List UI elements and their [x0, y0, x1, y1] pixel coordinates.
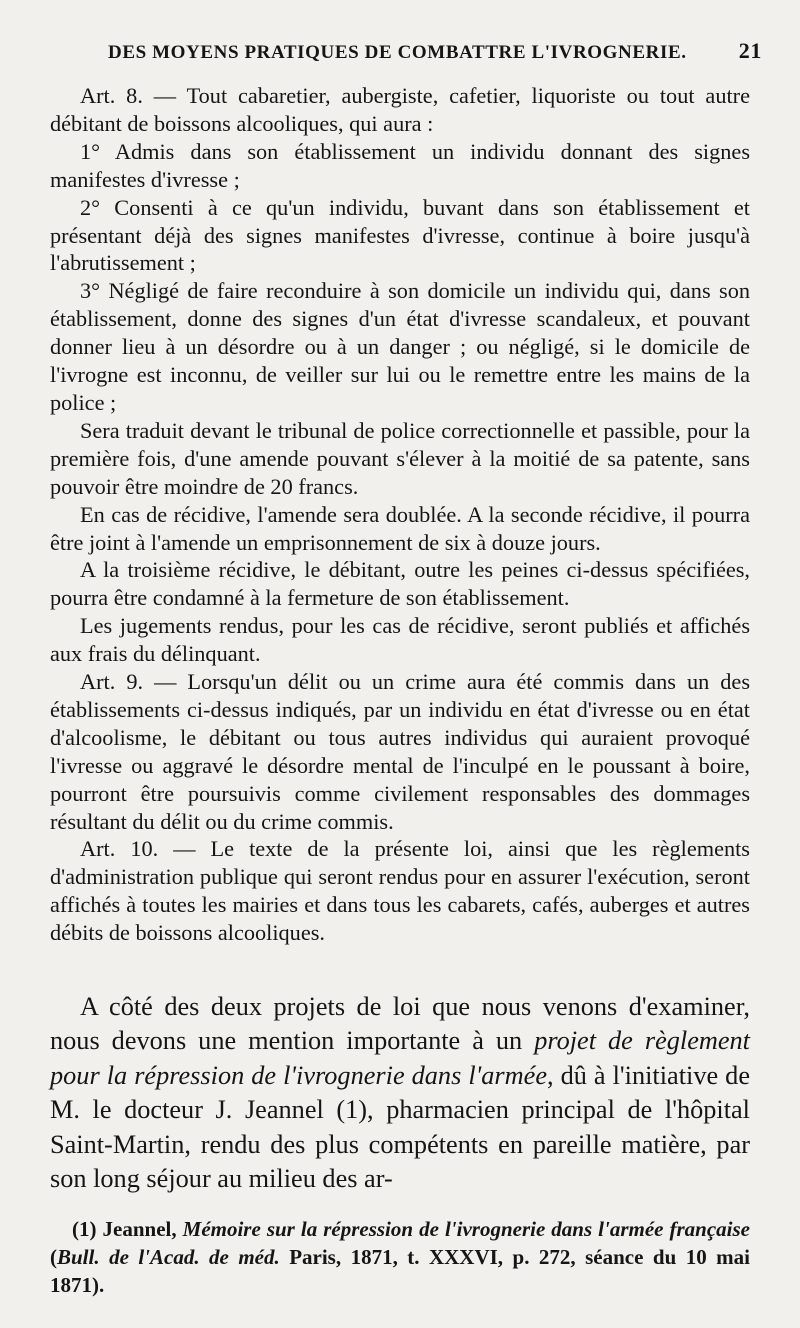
article-8-recidive: En cas de récidive, l'amende sera doublée. A la seconde récidive, il pourra être joint à l'amende un emprisonnement de six à douze jours.	[50, 501, 750, 555]
article-8-third-recidive: A la troisième récidive, le débitant, outre les peines ci-dessus spécifiées, pourra être condamné à la fermeture de son établissement.	[50, 557, 750, 611]
footnote-title: Mémoire sur la répression de l'ivrognerie dans l'armée française	[182, 1217, 751, 1241]
law-text	[50, 82, 750, 947]
running-title: DES MOYENS PRATIQUES DE COMBATTRE L'IVROGNERIE.	[108, 42, 687, 63]
article-8-judgments: Les jugements rendus, pour les cas de récidive, seront publiés et affichés aux frais du délinquant.	[50, 613, 750, 667]
page-number: 21	[738, 38, 762, 63]
footnote-paragraph	[50, 1215, 750, 1299]
article-8-penalty: Sera traduit devant le tribunal de police correctionnelle et passible, pour la première fois, d'une amende pouvant s'élever à la moitié de sa patente, sans pouvoir être moindre de 20 francs.	[50, 417, 750, 499]
article-9: Art. 9. — Lorsqu'un délit ou un crime aura été commis dans un des établissements ci-dessus indiqués, par un individu en état d'ivresse ou en état d'alcoolisme, le débitant ou tous autres individus qui auraient provoqué l'ivresse ou aggravé le désordre mental de l'inculpé en le poussant à boire, pourront être poursuivis comme civilement responsables des dommages résultant du délit ou du crime commis.	[50, 669, 750, 834]
footnote-marker: (1) Jeannel,	[72, 1217, 177, 1241]
article-8-item-2: 2° Consenti à ce qu'un individu, buvant dans son établissement et présentant déjà des signes manifestes d'ivresse, continue à boire jusqu'à l'abrutissement ;	[50, 194, 750, 276]
article-8-item-3: 3° Négligé de faire reconduire à son domicile un individu qui, dans son établissement, donne des signes d'un état d'ivresse scandaleux, et pouvant donner lieu à un désordre ou à un danger ; ou négligé, si le domicile de l'ivrogne est inconnu, de veiller sur lui ou le remettre entre les mains de la police ;	[50, 278, 750, 415]
footnote-journal: Bull. de l'Acad. de méd.	[57, 1245, 280, 1269]
commentary-part-1: A côté des deux projets de loi que nous venons d'examiner, nous devons une mention importante à un	[50, 992, 750, 1056]
footnote-paren: (	[50, 1245, 57, 1269]
article-8-intro: Art. 8. — Tout cabaretier, aubergiste, cafetier, liquoriste ou tout autre débitant de boissons alcooliques, qui aura :	[50, 83, 750, 136]
article-10: Art. 10. — Le texte de la présente loi, ainsi que les règlements d'administration publique qui seront rendus pour en assurer l'exécution, seront affichés à toutes les mairies et dans tous les cabarets, cafés, auberges et autres débits de boissons alcooliques.	[50, 836, 750, 946]
footnote	[50, 1215, 750, 1299]
article-8-item-1: 1° Admis dans son établissement un individu donnant des signes manifestes d'ivresse ;	[50, 138, 750, 192]
commentary-italic-title: projet de règlement pour la répression de l'ivrognerie dans l'armée	[50, 1026, 750, 1090]
footnote-citation: Paris, 1871, t. XXXVI, p. 272, séance du 10 mai 1871).	[50, 1245, 750, 1297]
running-header	[108, 38, 762, 64]
commentary-paragraph	[50, 990, 750, 1196]
commentary-part-2: , dû à l'initiative de M. le docteur J. Jeannel (1), pharmacien principal de l'hôpital Saint-Martin, rendu des plus compétents en pareille matière, par son long séjour au milieu des ar-	[50, 1060, 750, 1194]
commentary	[50, 990, 750, 1196]
